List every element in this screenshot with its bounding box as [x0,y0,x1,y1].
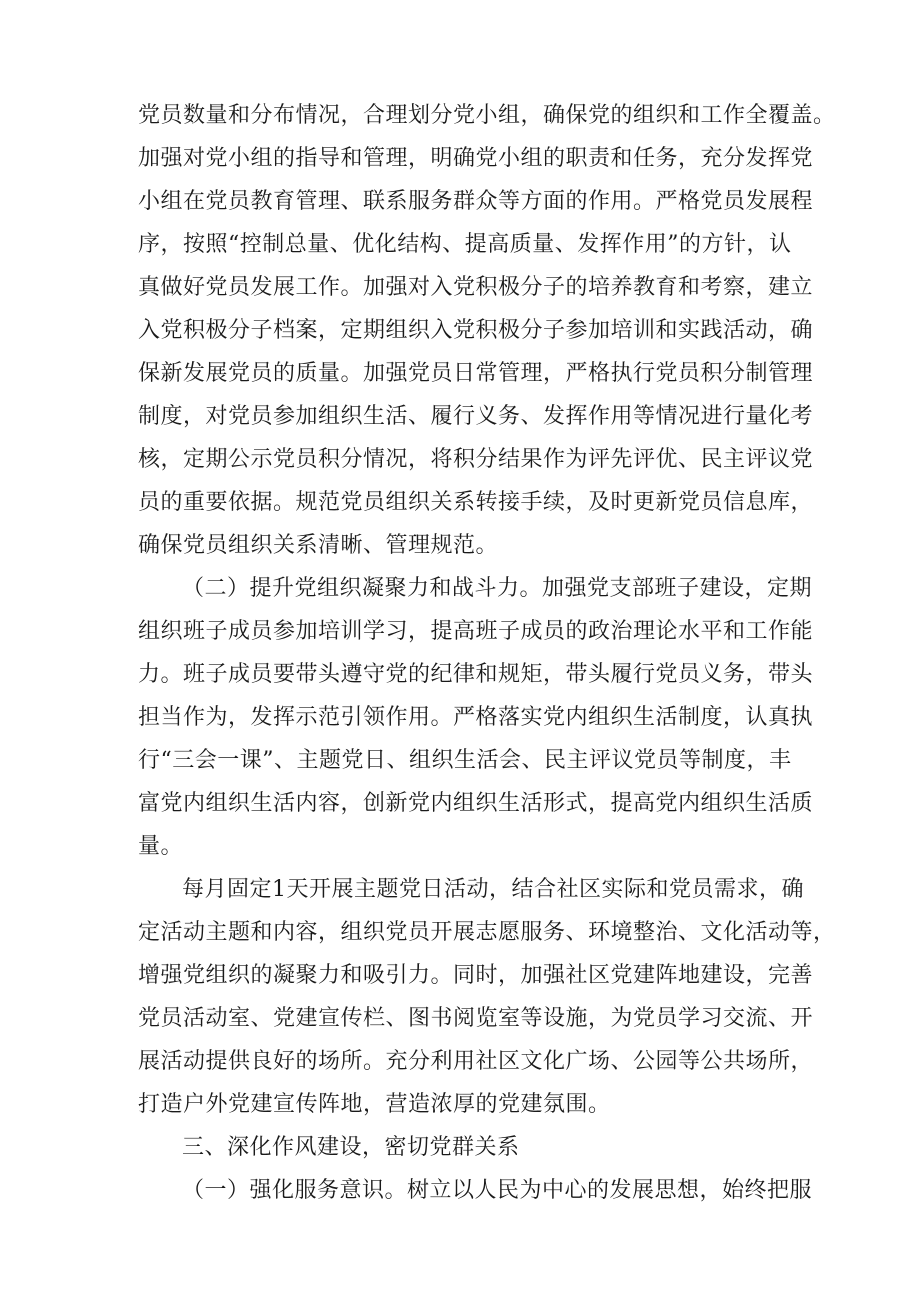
text-line: 党员数量和分布情况，合理划分党小组，确保党的组织和工作全覆盖。 [138,103,836,128]
text-line: 量。 [138,834,184,859]
text-line: 员的重要依据。规范党员组织关系转接手续，及时更新党员信息库， [138,490,814,515]
text-line: 组织班子成员参加培训学习，提高班子成员的政治理论水平和工作能 [138,619,814,644]
text-line: 核，定期公示党员积分情况，将积分结果作为评先评优、民主评议党 [138,447,814,472]
text-line: 制度，对党员参加组织生活、履行义务、发挥作用等情况进行量化考 [138,404,814,429]
text-line: 增强党组织的凝聚力和吸引力。同时，加强社区党建阵地建设，完善 [138,963,814,988]
text-line: 小组在党员教育管理、联系服务群众等方面的作用。严格党员发展程 [138,189,814,214]
text-line: 入党积极分子档案，定期组织入党积极分子参加培训和实践活动，确 [138,318,814,343]
text-line: 展活动提供良好的场所。充分利用社区文化广场、公园等公共场所， [138,1049,814,1074]
text-line: 富党内组织生活内容，创新党内组织生活形式，提高党内组织生活质 [138,791,814,816]
text-line: 加强对党小组的指导和管理，明确党小组的职责和任务，充分发挥党 [138,146,814,171]
text-line: 保新发展党员的质量。加强党员日常管理，严格执行党员积分制管理 [138,361,814,386]
text-line: 力。班子成员要带头遵守党的纪律和规矩，带头履行党员义务，带头 [138,662,814,687]
text-line: 打造户外党建宣传阵地，营造浓厚的党建氛围。 [138,1092,611,1117]
section-heading: 三、深化作风建设，密切党群关系 [182,1135,520,1160]
paragraph-start: 每月固定1天开展主题党日活动，结合社区实际和党员需求，确 [182,877,804,902]
text-line: 真做好党员发展工作。加强对入党积极分子的培养教育和考察，建立 [138,275,814,300]
text-line: 行“三会一课”、主题党日、组织生活会、民主评议党员等制度，丰 [138,748,792,773]
text-line: 序，按照“控制总量、优化结构、提高质量、发挥作用”的方针，认 [138,232,792,257]
text-line: 定活动主题和内容，组织党员开展志愿服务、环境整治、文化活动等， [138,920,836,945]
text-line: 担当作为，发挥示范引领作用。严格落实党内组织生活制度，认真执 [138,705,814,730]
text-line: 确保党员组织关系清晰、管理规范。 [138,533,499,558]
section-heading: （二）提升党组织凝聚力和战斗力。加强党支部班子建设，定期 [182,576,813,601]
text-line: 党员活动室、党建宣传栏、图书阅览室等设施，为党员学习交流、开 [138,1006,814,1031]
section-heading: （一）强化服务意识。树立以人民为中心的发展思想，始终把服 [182,1178,813,1203]
